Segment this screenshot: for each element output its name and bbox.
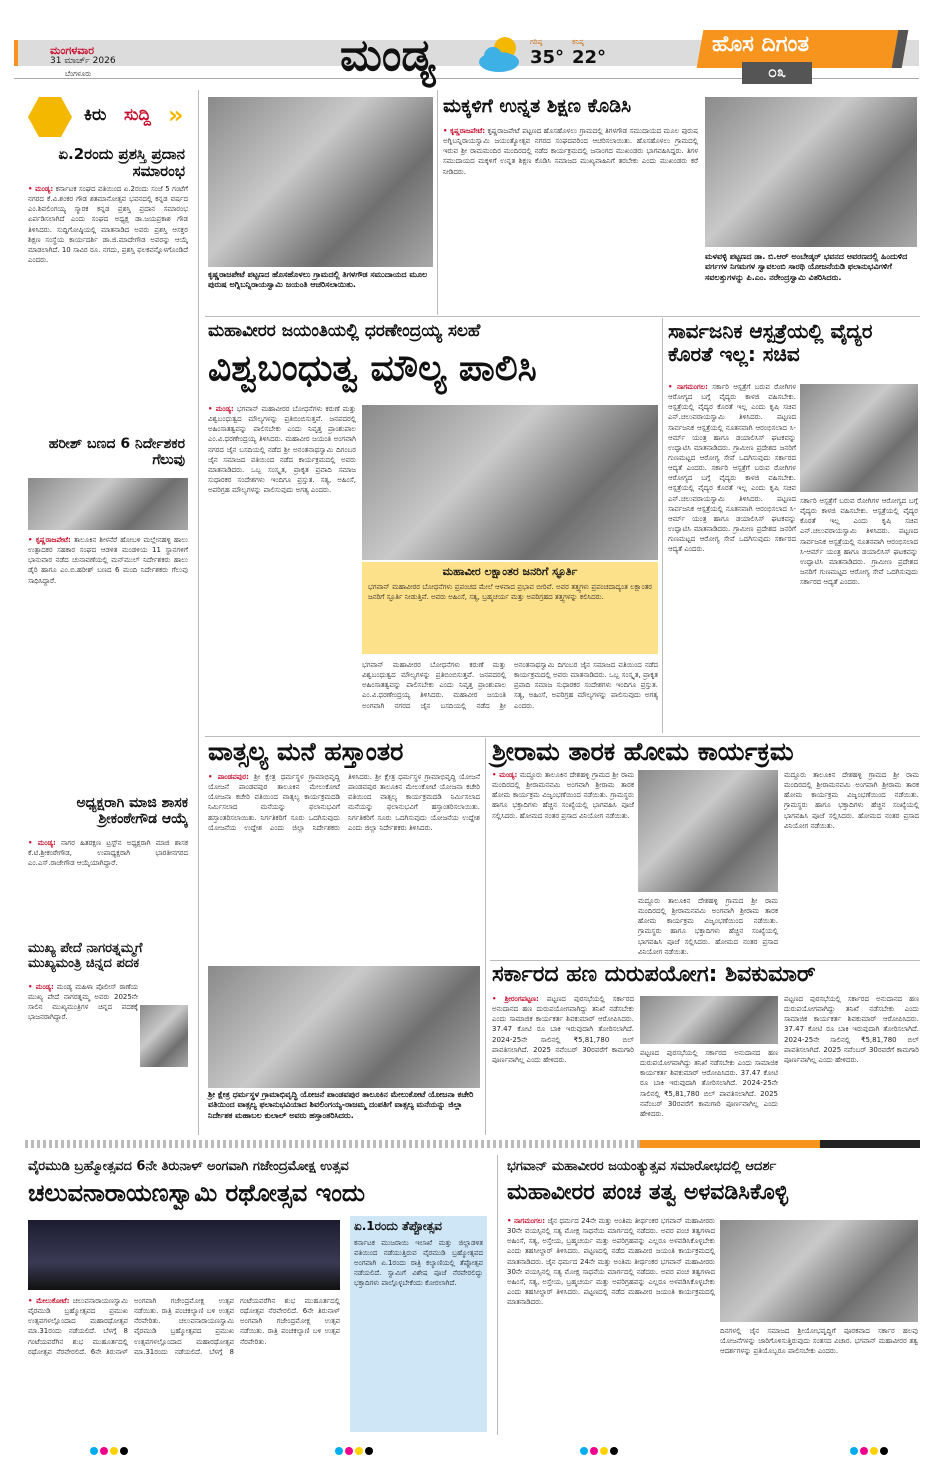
column-rule <box>198 90 199 1135</box>
hand-icon <box>28 97 72 137</box>
dateline: • ನಾಗಮಂಗಲ: <box>507 1217 546 1225</box>
story-body-continued: ಮದ್ದೂರು ತಾಲೂಕಿನ ದೇಶಹಳ್ಳಿ ಗ್ರಾಮದ ಶ್ರೀ ರಾಮ ಮಂದಿರದಲ್ಲಿ ಶ್ರೀರಾಮನವಮಿ ಅಂಗವಾಗಿ ಶ್ರೀರಾಮ ತಾರಕ ಹೋಮ ಕಾರ್ಯಕ್ರಮ ವಿಜೃಂಭಣೆಯಿಂದ ನಡೆಯಿತು. ಗ್ರಾಮಸ್ಥರು ಹಾಗೂ ಭಕ್ತಾದಿಗಳು ಹೆಚ್ಚಿನ ಸಂಖ್ಯೆಯಲ್ಲಿ ಭಾಗವಹಿಸಿ ಪೂಜೆ ಸಲ್ಲಿಸಿದರು. ಹೋಮದ ನಂತರ ಪ್ರಸಾದ ವಿನಿಯೋಗ ನಡೆಯಿತು. <box>638 897 778 956</box>
box-body: ಭಗವಾನ್ ಮಹಾವೀರರ ಬೋಧನೆಗಳು ಪ್ರಪಂಚದ ಮೇಲೆ ಆಳವಾದ ಪ್ರಭಾವ ಬೀರಿವೆ. ಅವರ ತತ್ತ್ವಗಳು ಪ್ರಪಂಚದಾದ್ಯಂತ ಲಕ್ಷಾಂತರ ಜನರಿಗೆ ಸ್ಫೂರ್ತಿ ನೀಡುತ್ತಿವೆ. ಅವರು ಅಹಿಂಸೆ, ಸತ್ಯ, ಬ್ರಹ್ಮಚರ್ಯ ಮತ್ತು ಅಪರಿಗ್ರಹದ ತತ್ತ್ವಗಳನ್ನು ಕಲಿಸಿದರು. <box>368 582 652 601</box>
column-rule <box>485 738 486 1135</box>
vatsalya-photo <box>208 966 480 1088</box>
story-mahavira-headline: ಮಹಾವೀರರ ಪಂಚ ತತ್ವ ಅಳವಡಿಸಿಕೊಳ್ಳಿ <box>507 1180 789 1205</box>
dateline: • ಕೃಷ್ಣರಾಜಪೇಟೆ: <box>443 127 486 135</box>
box-headline: ಏ.1ರಂದು ತೆಪ್ಪೋತ್ಸವ <box>354 1219 442 1233</box>
story-ratha-kicker: ವೈರಮುಡಿ ಬ್ರಹ್ಮೋತ್ಸವದ 6ನೇ ತಿರುನಾಳ್ ಅಂಗವಾಗಿ ಗಜೇಂದ್ರಮೋಕ್ಷ ಉತ್ಸವ <box>28 1159 349 1174</box>
section-title: ಮಂಡ್ಯ <box>340 30 436 81</box>
min-temp-value: 22° <box>572 47 607 68</box>
story-body-continued: ಸರ್ಕಾರಿ ಆಸ್ಪತ್ರೆಗೆ ಬರುವ ರೋಗಿಗಳ ಆರೋಗ್ಯದ ಬಗ್ಗೆ ವೈದ್ಯರು ಕಾಳಜಿ ವಹಿಸಬೇಕು. ಆಸ್ಪತ್ರೆಯಲ್ಲಿ ವೈದ್ಯರ ಕೊರತೆ ಇಲ್ಲ ಎಂದು ಕೃಷಿ ಸಚಿವ ಎನ್.ಚಲುವರಾಯಸ್ವಾಮಿ ತಿಳಿಸಿದರು. ಪಟ್ಟಣದ ಸಾರ್ವಜನಿಕ ಆಸ್ಪತ್ರೆಯಲ್ಲಿ ನೂತನವಾಗಿ ಆರಂಭಿಸಲಾದ ಸಿ-ಆರ್ಮ್ ಯಂತ್ರ ಹಾಗೂ ಡಯಾಲಿಸಿಸ್ ಘಟಕವನ್ನು ಉದ್ಘಾಟಿಸಿ ಮಾತನಾಡಿದರು. ಗ್ರಾಮೀಣ ಪ್ರದೇಶದ ಜನರಿಗೆ ಗುಣಮಟ್ಟದ ಆರೋಗ್ಯ ಸೇವೆ ಒದಗಿಸುವುದು ಸರ್ಕಾರದ ಆದ್ಯತೆ ಎಂದರು. <box>800 497 918 587</box>
divider-accent <box>640 1140 820 1148</box>
divider-accent <box>820 1140 920 1148</box>
color-registration-marks <box>90 1440 130 1459</box>
header-date: 31 ಮಾರ್ಚ್ 2026 <box>50 56 116 66</box>
lead-sidebar-box <box>362 562 658 654</box>
color-registration-marks <box>850 1440 890 1459</box>
story-hospital-headline: ಸಾರ್ವಜನಿಕ ಆಸ್ಪತ್ರೆಯಲ್ಲಿ ವೈದ್ಯರ ಕೊರತೆ ಇಲ್ಲ: ಸಚಿವ <box>668 319 873 366</box>
story-ratha-headline: ಚಲುವನಾರಾಯಣಸ್ವಾಮಿ ರಥೋತ್ಸವ ಇಂದು <box>28 1179 366 1207</box>
dairy-photo <box>28 478 188 530</box>
row-rule <box>490 960 920 961</box>
max-temp <box>530 38 564 68</box>
dateline: • ಮೇಲುಕೋಟೆ: <box>28 1297 70 1305</box>
story-vatsalya-headline: ವಾತ್ಸಲ್ಯ ಮನೆ ಹಸ್ತಾಂತರ <box>208 737 404 766</box>
story-mahavira-kicker: ಭಗವಾನ್ ಮಹಾವೀರರ ಜಯಂತ್ಯುತ್ಸವ ಸಮಾರೋಭದಲ್ಲಿ ಆದರ್ಶ <box>507 1159 777 1174</box>
dateline: • ಮಂಡ್ಯ: <box>208 405 234 413</box>
color-registration-marks <box>335 1440 375 1459</box>
dateline: • ಪಾಂಡವಪುರ: <box>208 773 249 781</box>
brand-logo: ಹೊಸ ದಿಗಂತ <box>712 32 810 57</box>
dateline: • ಮಂಡ್ಯ: <box>28 983 54 991</box>
dateline: • ಶ್ರೀರಂಗಪಟ್ಟಣ: <box>492 995 539 1003</box>
photo-caption: ಕೃಷ್ಣರಾಜಪೇಟೆ ಪಟ್ಟಣದ ಹೊಸಹೊಳಲು ಗ್ರಾಮದಲ್ಲಿ ತಿಗಳಗೌಡ ಸಮುದಾಯದ ಮೂಲ ಪುರುಷ ಅಗ್ನಿಬನ್ನಿರಾಯಸ್ವಾಮಿ ಜಯಂತಿ ಆಚರಿಸಲಾಯಿತು. <box>208 270 428 290</box>
dateline: • ಕೃಷ್ಣರಾಜಪೇಟೆ: <box>28 536 71 544</box>
column-rule <box>662 318 663 733</box>
story-education-headline: ಮಕ್ಕಳಿಗೆ ಉನ್ನತ ಶಿಕ್ಷಣ ಕೊಡಿಸಿ <box>443 95 632 117</box>
story-funds-headline: ಸರ್ಕಾರದ ಹಣ ದುರುಪಯೋಗ: ಶಿವಕುಮಾರ್ <box>492 962 816 987</box>
story-body-continued: ದಿನಗಳಲ್ಲಿ ಜೈನ ಸಮಾಜದ ಶ್ರೀಯೋಭವೃದ್ಧಿಗೆ ಪೂರಕವಾದ ಸರ್ಕಾರ ಹಲವು ಯೋಜನೆಗಳನ್ನು ಜಾರಿಗೊಳಿಸುತ್ತಿರುವುದು ಸಂತಸದ ವಿಚಾರ. ಭಗವಾನ್ ಮಹಾವೀರರ ತತ್ವ ಆದರ್ಶಗಳನ್ನು ಪ್ರತಿಯೊಬ್ಬರೂ ಪಾಲಿಸಬೇಕು ಎಂದರು. <box>720 1327 918 1356</box>
story-dairy-headline: ಹರೀಶ್ ಬಣದ 6 ನಿರ್ದೇಶಕರ ಗೆಲುವು <box>48 436 185 469</box>
chevrons-icon: » <box>168 101 184 129</box>
max-temp-label: ಗರಿಷ್ಠ <box>530 38 543 46</box>
box-headline: ಮಹಾವೀರ ಲಕ್ಷಾಂತರ ಜನರಿಗೆ ಸ್ಫೂರ್ತಿ <box>442 565 578 578</box>
color-registration-marks <box>580 1440 620 1459</box>
story-body-continued: ಪಟ್ಟಣದ ಪುರಸಭೆಯಲ್ಲಿ ಸರ್ಕಾರದ ಅನುದಾನದ ಹಣ ದುರುಪಯೋಗವಾಗಿದ್ದು ತನಿಖೆ ನಡೆಸಬೇಕು ಎಂದು ಸಾಮಾಜಿಕ ಕಾರ್ಯಕರ್ತ ಶಿವಕುಮಾರ್ ಆರೋಪಿಸಿದರು. 37.47 ಕೋಟಿ ರೂ ಬಾಕಿ ಇರುವುದಾಗಿ ತೋರಿಸಲಾಗಿದೆ. 2024-25ನೇ ಸಾಲಿನಲ್ಲಿ ₹5,81,780 ಬಿಲ್ ಪಾವತಿಸಲಾಗಿದೆ. 2025 ನವೆಂಬರ್ 30ರವರೆಗೆ ಕಾಮಗಾರಿ ಪೂರ್ಣವಾಗಿಲ್ಲ ಎಂದು ಹೇಳಿದರು. <box>784 995 919 1064</box>
story-body: ಸರ್ಕಾರಿ ಆಸ್ಪತ್ರೆಗೆ ಬರುವ ರೋಗಿಗಳ ಆರೋಗ್ಯದ ಬಗ್ಗೆ ವೈದ್ಯರು ಕಾಳಜಿ ವಹಿಸಬೇಕು. ಆಸ್ಪತ್ರೆಯಲ್ಲಿ ವೈದ್ಯರ ಕೊರತೆ ಇಲ್ಲ ಎಂದು ಕೃಷಿ ಸಚಿವ ಎನ್.ಚಲುವರಾಯಸ್ವಾಮಿ ತಿಳಿಸಿದರು. ಪಟ್ಟಣದ ಸಾರ್ವಜನಿಕ ಆಸ್ಪತ್ರೆಯಲ್ಲಿ ನೂತನವಾಗಿ ಆರಂಭಿಸಲಾದ ಸಿ-ಆರ್ಮ್ ಯಂತ್ರ ಹಾಗೂ ಡಯಾಲಿಸಿಸ್ ಘಟಕವನ್ನು ಉದ್ಘಾಟಿಸಿ ಮಾತನಾಡಿದರು. ಗ್ರಾಮೀಣ ಪ್ರದೇಶದ ಜನರಿಗೆ ಗುಣಮಟ್ಟದ ಆರೋಗ್ಯ ಸೇವೆ ಒದಗಿಸುವುದು ಸರ್ಕಾರದ ಆದ್ಯತೆ ಎಂದರು. <box>668 383 796 473</box>
photo-caption: ಶ್ರೀ ಕ್ಷೇತ್ರ ಧರ್ಮಸ್ಥಳ ಗ್ರಾಮಾಭಿವೃದ್ಧಿ ಯೋಜನೆ ಪಾಂಡವಪುರ ತಾಲೂಕಿನ ಮೇಲುಕೋಟೆ ಯೋಜನಾ ಕಚೇರಿ ವತಿಯಿಂದ ವಾತ್ಸಲ್ಯ ಫಲಾನುಭವಿಯಾದ ಶಿವಲಿಂಗಯ್ಯ-ರಾಜಮ್ಮ ದಂಪತಿಗೆ ವಾತ್ಸಲ್ಯ ಮನೆಯನ್ನು ಜಿಲ್ಲಾ ನಿರ್ದೇಶಕ ಮಹಾಬಲ ಕುಲಾಲ್ ಅವರು ಹಸ್ತಾಂತರಿಸಿದರು. <box>208 1090 474 1120</box>
min-temp <box>572 38 606 68</box>
constable-photo <box>140 1005 188 1067</box>
dateline: • ಮಂಡ್ಯ: <box>28 839 56 847</box>
kirusuddi-label-accent: ಸುದ್ದಿ <box>124 105 151 125</box>
row-rule <box>205 316 920 317</box>
min-temp-label: ಕನಿಷ್ಠ <box>572 38 584 46</box>
story-body-more: ಶ್ರೀ ಕ್ಷೇತ್ರ ಧರ್ಮಸ್ಥಳ ಗ್ರಾಮಾಭಿವೃದ್ಧಿ ಯೋಜನೆ ಪಾಂಡವಪುರ ತಾಲೂಕಿನ ಮೇಲುಕೋಟೆ ಯೋಜನಾ ಕಚೇರಿ ವತಿಯಿಂದ ವಾತ್ಸಲ್ಯ ಕಾರ್ಯಕ್ರಮದಡಿ ನಿರ್ಮಿಸಲಾದ ಮನೆಯನ್ನು ಫಲಾನುಭವಿಗೆ ಹಸ್ತಾಂತರಿಸಲಾಯಿತು. ನಿರ್ಗತಿಕರಿಗೆ ಸೂರು ಒದಗಿಸುವುದು ಯೋಜನೆಯ ಉದ್ದೇಶ ಎಂದು ಜಿಲ್ಲಾ ನಿರ್ದೇಶಕರು ತಿಳಿಸಿದರು. <box>348 773 480 832</box>
story-body: ಜೈನ ಧರ್ಮದ 24ನೇ ಮತ್ತು ಅಂತಿಮ ತೀರ್ಥಂಕರ ಭಗವಾನ್ ಮಹಾವೀರರು 30ನೇ ವಯಸ್ಸಿನಲ್ಲಿ ಸತ್ಯ ಮೋಕ್ಷ ಸಾಧನೆಯ ಮಾರ್ಗದಲ್ಲಿ ನಡೆದರು. ಅವರ ಪಂಚ ತತ್ವಗಳಾದ ಅಹಿಂಸೆ, ಸತ್ಯ, ಅಸ್ತೇಯ, ಬ್ರಹ್ಮಚರ್ಯ ಮತ್ತು ಅಪರಿಗ್ರಹವನ್ನು ಎಲ್ಲರೂ ಅಳವಡಿಸಿಕೊಳ್ಳಬೇಕು ಎಂದು ತಹಸೀಲ್ದಾರ್ ತಿಳಿಸಿದರು. ಪಟ್ಟಣದಲ್ಲಿ ನಡೆದ ಮಹಾವೀರ ಜಯಂತಿ ಕಾರ್ಯಕ್ರಮದಲ್ಲಿ ಮಾತನಾಡಿದರು. <box>507 1217 715 1266</box>
header-city: ಬೆಂಗಳೂರು <box>65 70 92 78</box>
ambedkar-photo <box>705 97 917 247</box>
procession-photo <box>362 405 658 560</box>
story-body: ಮಂಡ್ಯ ಮಹಿಳಾ ಪೊಲೀಸ್ ಠಾಣೆಯ ಮುಖ್ಯ ಪೇದೆ ನಾಗರತ್ನಮ್ಮ ಅವರು 2025ನೇ ಸಾಲಿನ ಮುಖ್ಯಮಂತ್ರಿಗಳ ಚಿನ್ನದ ಪದಕಕ್ಕೆ ಭಾಜನರಾಗಿದ್ದಾರೆ. <box>28 983 138 1022</box>
mahavira-event-photo <box>720 1220 918 1322</box>
dateline: • ನಾಗಮಂಗಲ: <box>668 383 708 391</box>
temple-night-photo <box>28 1220 340 1290</box>
story-body: ಶ್ರೀ ಕ್ಷೇತ್ರ ಧರ್ಮಸ್ಥಳ ಗ್ರಾಮಾಭಿವೃದ್ಧಿ ಯೋಜನೆ ಪಾಂಡವಪುರ ತಾಲೂಕಿನ ಮೇಲುಕೋಟೆ ಯೋಜನಾ ಕಚೇರಿ ವತಿಯಿಂದ ವಾತ್ಸಲ್ಯ ಕಾರ್ಯಕ್ರಮದಡಿ ನಿರ್ಮಿಸಲಾದ ಮನೆಯನ್ನು ಫಲಾನುಭವಿಗೆ ಹಸ್ತಾಂತರಿಸಲಾಯಿತು. ನಿರ್ಗತಿಕರಿಗೆ ಸೂರು ಒದಗಿಸುವುದು ಯೋಜನೆಯ ಉದ್ದೇಶ ಎಂದು ಜಿಲ್ಲಾ ನಿರ್ದೇಶಕರು ತಿಳಿಸಿದರು. <box>208 773 372 832</box>
ratha-sidebar-box <box>350 1216 487 1432</box>
header-day: ಮಂಗಳವಾರ <box>50 44 95 57</box>
story-body: ಚಲುವನಾರಾಯಣಸ್ವಾಮಿ ವೈರಮುಡಿ ಬ್ರಹ್ಮೋತ್ಸವದ ಪ್ರಮುಖ ಉತ್ಸವಗಳಲ್ಲೊಂದಾದ ಮಹಾರಥೋತ್ಸವ ಮಾ.31ರಂದು ನಡೆಯಲಿದೆ. ಬೆಳಗ್ಗೆ 8 ಗಂಟೆಯವರೆಗಿನ ಶುಭ ಮುಹೂರ್ತದಲ್ಲಿ ರಥೋತ್ಸವ ನೆರವೇರಲಿದೆ. 6ನೇ ತಿರುನಾಳ್ ಅಂಗವಾಗಿ ಗಜೇಂದ್ರಮೋಕ್ಷ ಉತ್ಸವ ನಡೆಯಿತು. ರಾತ್ರಿ ಪಂಚಕಲ್ಯಾಣಿ ಬಳಿ ಉತ್ಸವ ನೆರವೇರಿತು. <box>28 1297 234 1356</box>
story-homa-headline: ಶ್ರೀರಾಮ ತಾರಕ ಹೋಮ ಕಾರ್ಯಕ್ರಮ <box>492 737 794 766</box>
header-accent <box>14 40 18 66</box>
max-temp-value: 35° <box>530 47 565 68</box>
homa-photo <box>638 770 778 892</box>
dateline: • ಮಂಡ್ಯ: <box>492 771 518 779</box>
kirusuddi-banner <box>28 97 188 137</box>
column-rule <box>497 1155 498 1435</box>
story-body-continued: ಭಗವಾನ್ ಮಹಾವೀರರ ಬೋಧನೆಗಳು ಕರುಣೆ ಮತ್ತು ವಿಶ್ವಬಂಧುತ್ವದ ಮೌಲ್ಯಗಳನ್ನು ಪ್ರತಿಬಿಂಬಿಸುತ್ತವೆ. ಜನಪದರಲ್ಲಿ ಅಹಿಂಸಾತತ್ವವನ್ನು ಪಾಲಿಸಬೇಕು ಎಂದು ನಿವೃತ್ತ ಪ್ರಾಂಶುಪಾಲ ಎಂ.ವಿ.ಧರಣೇಂದ್ರಯ್ಯ ತಿಳಿಸಿದರು. ಮಹಾವೀರ ಜಯಂತಿ ಅಂಗವಾಗಿ ನಗರದ ಜೈನ ಬಸದಿಯಲ್ಲಿ ನಡೆದ ಶ್ರೀ ಅನಂತನಾಥಸ್ವಾಮಿ ದಿಗಂಬರ ಜೈನ ಸಮಾಜದ ವತಿಯಿಂದ ನಡೆದ ಕಾರ್ಯಕ್ರಮದಲ್ಲಿ ಅವರು ಮಾತನಾಡಿದರು. ಒಬ್ಬ ಸಂಸ್ಕೃತ, ಪ್ರಾಕೃತ ಪ್ರವಾದಿ ಸಮಾಜ ಸುಧಾರಕರ ಸಂದೇಶಗಳು ಇಂದಿಗೂ ಪ್ರಸ್ತುತ. ಸತ್ಯ, ಅಹಿಂಸೆ, ಅಪರಿಗ್ರಹ ಮೌಲ್ಯಗಳನ್ನು ಪಾಲಿಸುವುದು ಅಗತ್ಯ ಎಂದರು. <box>362 661 658 710</box>
story-body-continued: ಮದ್ದೂರು ತಾಲೂಕಿನ ದೇಶಹಳ್ಳಿ ಗ್ರಾಮದ ಶ್ರೀ ರಾಮ ಮಂದಿರದಲ್ಲಿ ಶ್ರೀರಾಮನವಮಿ ಅಂಗವಾಗಿ ಶ್ರೀರಾಮ ತಾರಕ ಹೋಮ ಕಾರ್ಯಕ್ರಮ ವಿಜೃಂಭಣೆಯಿಂದ ನಡೆಯಿತು. ಗ್ರಾಮಸ್ಥರು ಹಾಗೂ ಭಕ್ತಾದಿಗಳು ಹೆಚ್ಚಿನ ಸಂಖ್ಯೆಯಲ್ಲಿ ಭಾಗವಹಿಸಿ ಪೂಜೆ ಸಲ್ಲಿಸಿದರು. ಹೋಮದ ನಂತರ ಪ್ರಸಾದ ವಿನಿಯೋಗ ನಡೆಯಿತು. <box>784 771 919 830</box>
story-award-headline: ಏ.2ರಂದು ಪ್ರಶಸ್ತಿ ಪ್ರದಾನ ಸಮಾರಂಭ <box>58 145 185 181</box>
story-body: ಕರ್ನಾಟಕ ಸಂಘದ ವತಿಯಿಂದ ಏ.2ರಂದು ಸಂಜೆ 5 ಗಂಟೆಗೆ ನಗರದ ಕೆ.ವಿ.ಶಂಕರ ಗೌಡ ಶತಮಾನೋತ್ಸವ ಭವನದಲ್ಲಿ ಕನ್ನಡ ವರ್ಷದ ಎಂ.ಶಿವಲಿಂಗಯ್ಯ ಸ್ಮಾರಕ ಕನ್ನಡ ಪ್ರಶಸ್ತಿ ಪ್ರದಾನ ಸಮಾರಂಭ ಏರ್ಪಡಿಸಲಾಗಿದೆ ಎಂದು ಸಂಘದ ಅಧ್ಯಕ್ಷ ಡಾ.ಜಯಪ್ರಕಾಶ ಗೌಡ ತಿಳಿಸಿದರು. ಸುದ್ದಿಗೋಷ್ಠಿಯಲ್ಲಿ ಮಾತನಾಡಿದ ಅವರು ಪ್ರಶಸ್ತಿ ಆಸಕ್ತರ ಶಿಕ್ಷಣ ಸಂಸ್ಥೆಯ ಕಾರ್ಯದರ್ಶಿ ಡಾ.ಜಿ.ಮಾದೇಗೌಡ ಅವರನ್ನು ಆಯ್ಕೆ ಮಾಡಲಾಗಿದೆ. 10 ಸಾವಿರ ರೂ. ನಗದು, ಪ್ರಶಸ್ತಿ ಫಲಕವನ್ನೊಳಗೊಂಡಿದೆ ಎಂದರು. <box>28 185 188 264</box>
page-number: ೦೩ <box>742 62 812 84</box>
hospital-photo <box>800 384 918 492</box>
story-body: ಮದ್ದೂರು ತಾಲೂಕಿನ ದೇಶಹಳ್ಳಿ ಗ್ರಾಮದ ಶ್ರೀ ರಾಮ ಮಂದಿರದಲ್ಲಿ ಶ್ರೀರಾಮನವಮಿ ಅಂಗವಾಗಿ ಶ್ರೀರಾಮ ತಾರಕ ಹೋಮ ಕಾರ್ಯಕ್ರಮ ವಿಜೃಂಭಣೆಯಿಂದ ನಡೆಯಿತು. ಗ್ರಾಮಸ್ಥರು ಹಾಗೂ ಭಕ್ತಾದಿಗಳು ಹೆಚ್ಚಿನ ಸಂಖ್ಯೆಯಲ್ಲಿ ಭಾಗವಹಿಸಿ ಪೂಜೆ ಸಲ್ಲಿಸಿದರು. ಹೋಮದ ನಂತರ ಪ್ರಸಾದ ವಿನಿಯೋಗ ನಡೆಯಿತು. <box>492 771 634 820</box>
story-body: ಪಟ್ಟಣದ ಪುರಸಭೆಯಲ್ಲಿ ಸರ್ಕಾರದ ಅನುದಾನದ ಹಣ ದುರುಪಯೋಗವಾಗಿದ್ದು ತನಿಖೆ ನಡೆಸಬೇಕು ಎಂದು ಸಾಮಾಜಿಕ ಕಾರ್ಯಕರ್ತ ಶಿವಕುಮಾರ್ ಆರೋಪಿಸಿದರು. 37.47 ಕೋಟಿ ರೂ ಬಾಕಿ ಇರುವುದಾಗಿ ತೋರಿಸಲಾಗಿದೆ. 2024-25ನೇ ಸಾಲಿನಲ್ಲಿ ₹5,81,780 ಬಿಲ್ ಪಾವತಿಸಲಾಗಿದೆ. 2025 ನವೆಂಬರ್ 30ರವರೆಗೆ ಕಾಮಗಾರಿ ಪೂರ್ಣವಾಗಿಲ್ಲ ಎಂದು ಹೇಳಿದರು. <box>492 995 634 1064</box>
jayanti-photo <box>208 97 433 267</box>
story-president-headline: ಅಧ್ಯಕ್ಷರಾಗಿ ಮಾಜಿ ಶಾಸಕ ಶ್ರೀಕಂಠೇಗೌಡ ಆಯ್ಕೆ <box>76 795 188 828</box>
story-body: ನಾಗರ ಹಿತರಕ್ಷಣ ಟ್ರಸ್ಟ್‌ನ ಅಧ್ಯಕ್ಷರಾಗಿ ಮಾಜಿ ಶಾಸಕ ಕೆ.ಟಿ.ಶ್ರೀಕಂಠೇಗೌಡ, ಉಪಾಧ್ಯಕ್ಷರಾಗಿ ಭಾರತೀನಗರದ ಎಂ.ಎಸ್.ರಾಜೇಗೌಡ ಆಯ್ಕೆಯಾಗಿದ್ದಾರೆ. <box>28 839 188 868</box>
lead-headline: ವಿಶ್ವಬಂಧುತ್ವ ಮೌಲ್ಯ ಪಾಲಿಸಿ <box>208 347 537 389</box>
column-rule <box>437 90 438 315</box>
story-body: ಕೃಷ್ಣರಾಜಪೇಟೆ ಪಟ್ಟಣದ ಹೊಸಹೊಳಲು ಗ್ರಾಮದಲ್ಲಿ ತಿಗಳಗೌಡ ಸಮುದಾಯದ ಮೂಲ ಪುರುಷ ಅಗ್ನಿಬನ್ನಿರಾಯಸ್ವಾಮಿ ಜಯಂತ್ಯೋತ್ಸವ ನಗರದ ಸಂಘದವರಿಂದ ಆಚರಿಸಲಾಯಿತು. ಹೊಸಹೊಳಲು ಗ್ರಾಮದಲ್ಲಿ ಇರುವ ಶ್ರೀ ರಾಮಮಂದಿರ ಮಂದಿರದಲ್ಲಿ ನಡೆದ ಕಾರ್ಯಕ್ರಮದಲ್ಲಿ ಜನಾಂಗದ ಮುಖಂಡರು ಭಾಗವಹಿಸಿದ್ದರು. ತಿಗಳ ಸಮುದಾಯದ ಮಕ್ಕಳಿಗೆ ಉನ್ನತ ಶಿಕ್ಷಣ ಕೊಡಿಸಿ ಸಮಾಜದ ಮುಖ್ಯವಾಹಿನಿಗೆ ತರಬೇಕು ಎಂದು ಮುಖಂಡರು ಕರೆ ನೀಡಿದರು. <box>443 127 698 176</box>
story-body: ಭಗವಾನ್ ಮಹಾವೀರರ ಬೋಧನೆಗಳು ಕರುಣೆ ಮತ್ತು ವಿಶ್ವಬಂಧುತ್ವದ ಮೌಲ್ಯಗಳನ್ನು ಪ್ರತಿಬಿಂಬಿಸುತ್ತವೆ. ಜನಪದರಲ್ಲಿ ಅಹಿಂಸಾತತ್ವವನ್ನು ಪಾಲಿಸಬೇಕು ಎಂದು ನಿವೃತ್ತ ಪ್ರಾಂಶುಪಾಲ ಎಂ.ವಿ.ಧರಣೇಂದ್ರಯ್ಯ ತಿಳಿಸಿದರು. ಮಹಾವೀರ ಜಯಂತಿ ಅಂಗವಾಗಿ ನಗರದ ಜೈನ ಬಸದಿಯಲ್ಲಿ ನಡೆದ ಶ್ರೀ ಅನಂತನಾಥಸ್ವಾಮಿ ದಿಗಂಬರ ಜೈನ ಸಮಾಜದ ವತಿಯಿಂದ ನಡೆದ ಕಾರ್ಯಕ್ರಮದಲ್ಲಿ ಅವರು ಮಾತನಾಡಿದರು. ಒಬ್ಬ ಸಂಸ್ಕೃತ, ಪ್ರಾಕೃತ ಪ್ರವಾದಿ ಸಮಾಜ ಸುಧಾರಕರ ಸಂದೇಶಗಳು ಇಂದಿಗೂ ಪ್ರಸ್ತುತ. ಸತ್ಯ, ಅಹಿಂಸೆ, ಅಪರಿಗ್ರಹ ಮೌಲ್ಯಗಳನ್ನು ಪಾಲಿಸುವುದು ಅಗತ್ಯ ಎಂದರು. <box>208 405 356 495</box>
story-body-continued: ಪಟ್ಟಣದ ಪುರಸಭೆಯಲ್ಲಿ ಸರ್ಕಾರದ ಅನುದಾನದ ಹಣ ದುರುಪಯೋಗವಾಗಿದ್ದು ತನಿಖೆ ನಡೆಸಬೇಕು ಎಂದು ಸಾಮಾಜಿಕ ಕಾರ್ಯಕರ್ತ ಶಿವಕುಮಾರ್ ಆರೋಪಿಸಿದರು. 37.47 ಕೋಟಿ ರೂ ಬಾಕಿ ಇರುವುದಾಗಿ ತೋರಿಸಲಾಗಿದೆ. 2024-25ನೇ ಸಾಲಿನಲ್ಲಿ ₹5,81,780 ಬಿಲ್ ಪಾವತಿಸಲಾಗಿದೆ. 2025 ನವೆಂಬರ್ 30ರವರೆಗೆ ಕಾಮಗಾರಿ ಪೂರ್ಣವಾಗಿಲ್ಲ ಎಂದು ಹೇಳಿದರು. <box>640 1049 778 1118</box>
photo-caption: ಮಳವಳ್ಳಿ ಪಟ್ಟಣದ ಡಾ. ಬಿ.ಆರ್ ಅಂಬೇಡ್ಕರ್ ಭವನದ ಆವರಣದಲ್ಲಿ ಹಿಂದುಳಿದ ವರ್ಗಗಳ ನಿಗಮಗಳ ಸ್ವಾವಲಂಬಿ ಸಾರಥಿ ಯೋಜನೆಯಡಿ ಫಲಾನುಭವಿಗಳಿಗೆ ಸವಲತ್ತುಗಳನ್ನು ಪಿ.ಎಂ. ನರೇಂದ್ರಸ್ವಾಮಿ ವಿತರಿಸಿದರು. <box>705 252 908 282</box>
story-body-more: ಸರ್ಕಾರಿ ಆಸ್ಪತ್ರೆಗೆ ಬರುವ ರೋಗಿಗಳ ಆರೋಗ್ಯದ ಬಗ್ಗೆ ವೈದ್ಯರು ಕಾಳಜಿ ವಹಿಸಬೇಕು. ಆಸ್ಪತ್ರೆಯಲ್ಲಿ ವೈದ್ಯರ ಕೊರತೆ ಇಲ್ಲ ಎಂದು ಕೃಷಿ ಸಚಿವ ಎನ್.ಚಲುವರಾಯಸ್ವಾಮಿ ತಿಳಿಸಿದರು. ಪಟ್ಟಣದ ಸಾರ್ವಜನಿಕ ಆಸ್ಪತ್ರೆಯಲ್ಲಿ ನೂತನವಾಗಿ ಆರಂಭಿಸಲಾದ ಸಿ-ಆರ್ಮ್ ಯಂತ್ರ ಹಾಗೂ ಡಯಾಲಿಸಿಸ್ ಘಟಕವನ್ನು ಉದ್ಘಾಟಿಸಿ ಮಾತನಾಡಿದರು. ಗ್ರಾಮೀಣ ಪ್ರದೇಶದ ಜನರಿಗೆ ಗುಣಮಟ್ಟದ ಆರೋಗ್ಯ ಸೇವೆ ಒದಗಿಸುವುದು ಸರ್ಕಾರದ ಆದ್ಯತೆ ಎಂದರು. <box>668 464 796 554</box>
story-body: ತಾಲೂಕಿನ ಶೀಳನೆರೆ ಹೋಬಳಿ ಮಲ್ಲೇನಹಳ್ಳಿ ಹಾಲು ಉತ್ಪಾದಕರ ಸಹಕಾರ ಸಂಘದ ಆಡಳಿತ ಮಂಡಳಿಯ 11 ಸ್ಥಾನಗಳಿಗೆ ಭಾನುವಾರ ನಡೆದ ಚುನಾವಣೆಯಲ್ಲಿ ಮನ್‌ಮುಲ್ ನಿರ್ದೇಶಕರು ಹಾಲು ಡೈರಿ ಹಾಗೂ ಎಂ.ಬಿ.ಹರೀಶ್ ಬಣದ 6 ಮಂದಿ ನಿರ್ದೇಶಕರು ಗೆಲುವು ಸಾಧಿಸಿದ್ದಾರೆ. <box>28 536 188 585</box>
box-body: ಕರ್ನಾಟಕ ಮುಜರಾಯಿ ಇಲಾಖೆ ಮತ್ತು ಜಿಲ್ಲಾಡಳಿತ ವತಿಯಿಂದ ನಡೆಯುತ್ತಿರುವ ವೈರಮುಡಿ ಬ್ರಹ್ಮೋತ್ಸವದ ಅಂಗವಾಗಿ ಏ.1ರಂದು ರಾತ್ರಿ ಕಲ್ಯಾಣಿಯಲ್ಲಿ ತೆಪ್ಪೋತ್ಸವ ನಡೆಯಲಿದೆ. ಸ್ವಾಮಿಗೆ ವಿಶೇಷ ಪೂಜೆ ನೆರವೇರಲಿದ್ದು ಭಕ್ತಾದಿಗಳು ಪಾಲ್ಗೊಳ್ಳಬೇಕೆಂದು ಕೋರಲಾಗಿದೆ. <box>354 1238 483 1288</box>
kirusuddi-label: ಕಿರು <box>84 105 107 125</box>
partly-cloudy-icon <box>475 30 525 79</box>
funds-photo <box>640 996 778 1044</box>
dateline: • ಮಂಡ್ಯ: <box>28 185 54 193</box>
story-body-more: ಜೈನ ಧರ್ಮದ 24ನೇ ಮತ್ತು ಅಂತಿಮ ತೀರ್ಥಂಕರ ಭಗವಾನ್ ಮಹಾವೀರರು 30ನೇ ವಯಸ್ಸಿನಲ್ಲಿ ಸತ್ಯ ಮೋಕ್ಷ ಸಾಧನೆಯ ಮಾರ್ಗದಲ್ಲಿ ನಡೆದರು. ಅವರ ಪಂಚ ತತ್ವಗಳಾದ ಅಹಿಂಸೆ, ಸತ್ಯ, ಅಸ್ತೇಯ, ಬ್ರಹ್ಮಚರ್ಯ ಮತ್ತು ಅಪರಿಗ್ರಹವನ್ನು ಎಲ್ಲರೂ ಅಳವಡಿಸಿಕೊಳ್ಳಬೇಕು ಎಂದು ತಹಸೀಲ್ದಾರ್ ತಿಳಿಸಿದರು. ಪಟ್ಟಣದಲ್ಲಿ ನಡೆದ ಮಹಾವೀರ ಜಯಂತಿ ಕಾರ್ಯಕ್ರಮದಲ್ಲಿ ಮಾತನಾಡಿದರು. <box>507 1257 715 1307</box>
lead-kicker: ಮಹಾವೀರರ ಜಯಂತಿಯಲ್ಲಿ ಧರಣೇಂದ್ರಯ್ಯ ಸಲಹೆ <box>208 321 481 341</box>
story-medal-headline: ಮುಖ್ಯ ಪೇದೆ ನಾಗರತ್ನಮ್ಮಗೆ ಮುಖ್ಯಮಂತ್ರಿ ಚಿನ್ನದ ಪದಕ <box>28 941 143 971</box>
story-body-more: ಚಲುವನಾರಾಯಣಸ್ವಾಮಿ ವೈರಮುಡಿ ಬ್ರಹ್ಮೋತ್ಸವದ ಪ್ರಮುಖ ಉತ್ಸವಗಳಲ್ಲೊಂದಾದ ಮಹಾರಥೋತ್ಸವ ಮಾ.31ರಂದು ನಡೆಯಲಿದೆ. ಬೆಳಗ್ಗೆ 8 ಗಂಟೆಯವರೆಗಿನ ಶುಭ ಮುಹೂರ್ತದಲ್ಲಿ ರಥೋತ್ಸವ ನೆರವೇರಲಿದೆ. 6ನೇ ತಿರುನಾಳ್ ಅಂಗವಾಗಿ ಗಜೇಂದ್ರಮೋಕ್ಷ ಉತ್ಸವ ನಡೆಯಿತು. ರಾತ್ರಿ ಪಂಚಕಲ್ಯಾಣಿ ಬಳಿ ಉತ್ಸವ ನೆರವೇರಿತು. <box>134 1297 340 1356</box>
